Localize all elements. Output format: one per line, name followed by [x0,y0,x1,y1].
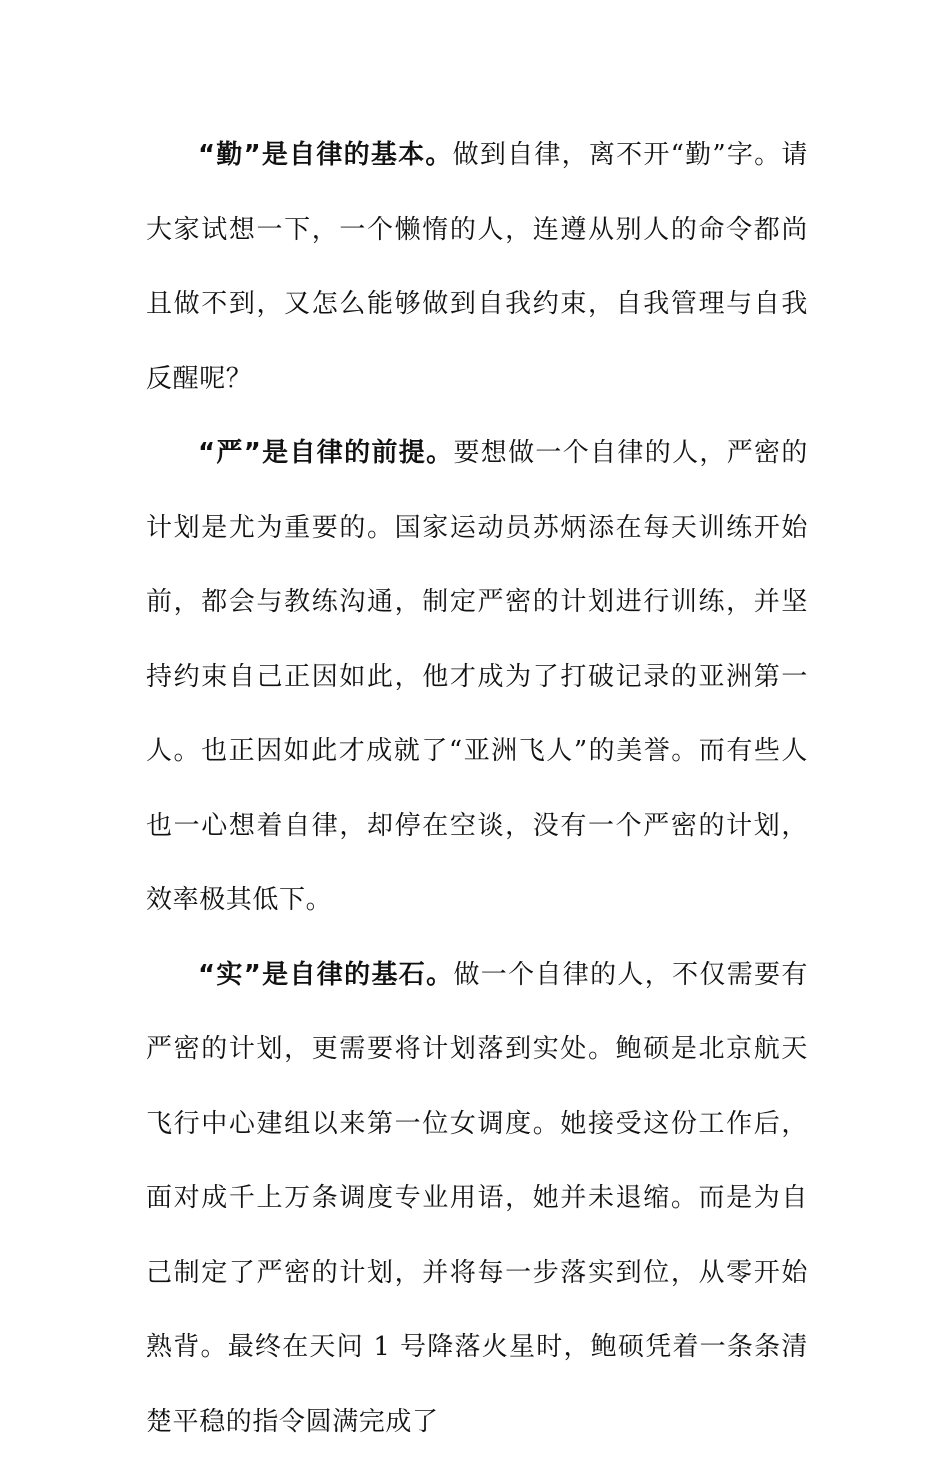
paragraph-practicality [146,938,808,1459]
paragraph-body: 要想做一个自律的人，严密的计划是尤为重要的。国家运动员苏炳添在每天训练开始前，都会与教练沟通，制定严密的计划进行训练，并坚持约束自己正因如此，他才成为了打破记录的亚洲第一人。也正因如此才成就了“亚洲飞人”的美誉。而有些人也一心想着自律，却停在空谈，没有一个严密的计划，效率极其低下。 [146,438,808,915]
document-page [146,118,808,1459]
paragraph-diligence [146,118,808,416]
paragraph-lead: “严”是自律的前提。 [198,438,453,468]
paragraph-body: 做一个自律的人，不仅需要有严密的计划，更需要将计划落到实处。鲍硕是北京航天飞行中心建组以来第一位女调度。她接受这份工作后，面对成千上万条调度专业用语，她并未退缩。而是为自己制定了严密的计划，并将每一步落实到位，从零开始熟背。最终在天问 1 号降落火星时，鲍硕凭着一条条清楚平稳的指令圆满完成了 [146,960,808,1437]
paragraph-lead: “勤”是自律的基本。 [198,140,453,170]
paragraph-lead: “实”是自律的基石。 [198,960,453,990]
paragraph-body: 做到自律，离不开“勤”字。请大家试想一下，一个懒惰的人，连遵从别人的命令都尚且做不到，又怎么能够做到自我约束，自我管理与自我反醒呢？ [146,140,808,394]
paragraph-strictness [146,416,808,938]
